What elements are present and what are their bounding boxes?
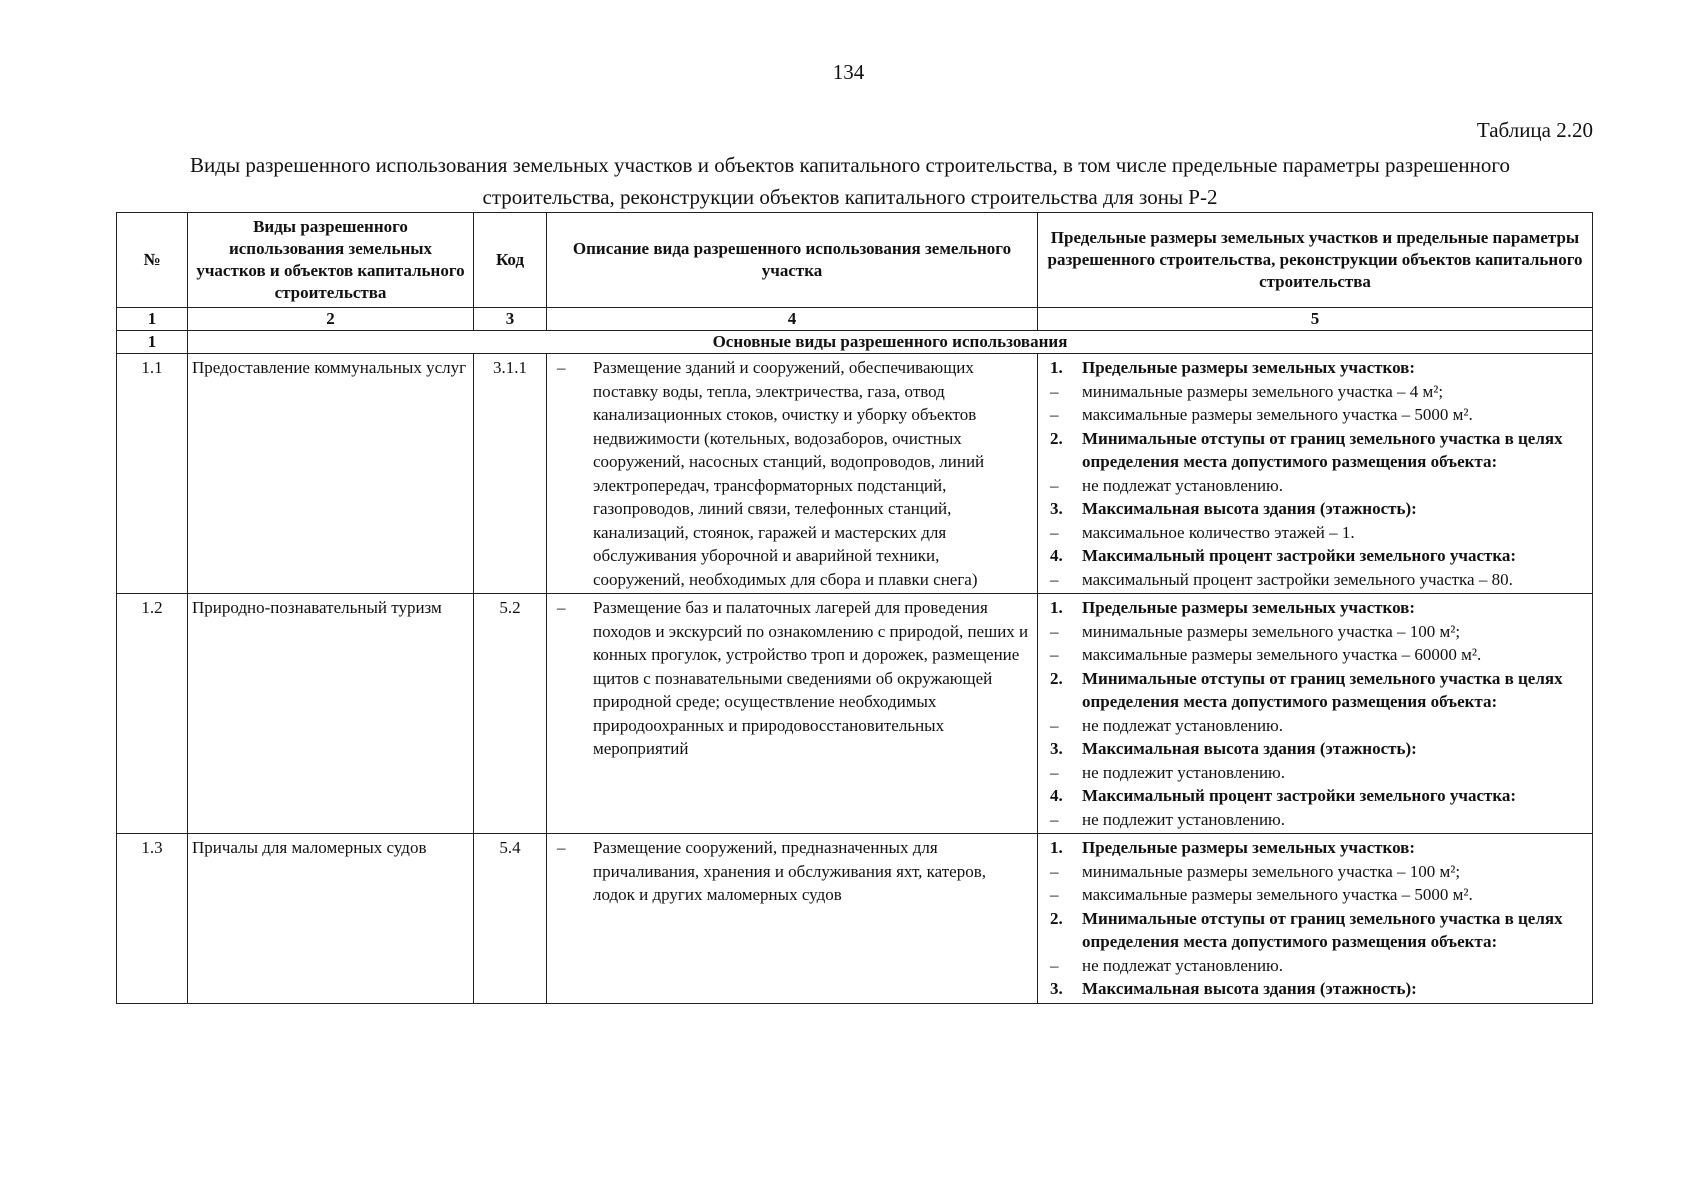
land-use-description — [547, 834, 1038, 1004]
parameter-text: минимальные размеры земельного участка – 100 м²; — [1082, 621, 1461, 641]
parameter-marker: – — [1050, 522, 1059, 542]
land-use-code: 5.4 — [474, 834, 547, 1004]
header-num: № — [117, 213, 188, 308]
parameter-heading — [1042, 784, 1588, 808]
land-use-code: 5.2 — [474, 594, 547, 834]
column-number: 2 — [188, 308, 474, 331]
parameter-heading — [1042, 544, 1588, 568]
parameter-text: Предельные размеры земельных участков: — [1082, 598, 1416, 617]
header-code: Код — [474, 213, 547, 308]
column-number: 3 — [474, 308, 547, 331]
parameter-text: максимальные размеры земельного участка – 60000 м². — [1082, 645, 1482, 664]
parameter-marker: 2. — [1050, 428, 1063, 448]
parameter-item — [1042, 568, 1588, 592]
section-row — [117, 331, 1593, 354]
land-use-description — [547, 594, 1038, 834]
column-number-row — [117, 308, 1593, 331]
page-number: 134 — [832, 60, 865, 84]
land-use-table — [116, 212, 1593, 1004]
header-params: Предельные размеры земельных участков и предельные параметры разрешенного строительства, реконструкции объектов капитального строительства — [1038, 213, 1593, 308]
section-number: 1 — [117, 331, 188, 354]
parameter-text: не подлежат установлению. — [1082, 955, 1284, 975]
parameter-text: максимальные размеры земельного участка – 5000 м². — [1082, 405, 1473, 424]
parameter-item — [1042, 403, 1588, 427]
parameter-text: Максимальная высота здания (этажность): — [1082, 979, 1417, 998]
header-name: Виды разрешенного использования земельных участков и объектов капитального строительства — [188, 213, 474, 308]
parameter-text: Минимальные отступы от границ земельного участка в целях определения места допустимого размещения объекта: — [1082, 428, 1563, 471]
list-dash: – — [557, 598, 566, 617]
land-use-code: 3.1.1 — [474, 354, 547, 594]
parameter-text: не подлежат установлению. — [1082, 715, 1284, 735]
parameter-text: Предельные размеры земельных участков: — [1082, 358, 1416, 377]
parameter-text: максимальное количество этажей – 1. — [1082, 522, 1355, 542]
parameter-marker: – — [1050, 475, 1059, 495]
parameter-heading — [1042, 667, 1588, 714]
parameter-marker: – — [1050, 405, 1059, 424]
parameter-item — [1042, 883, 1588, 907]
column-number: 5 — [1038, 308, 1593, 331]
parameter-text: Минимальные отступы от границ земельного участка в целях определения места допустимого размещения объекта: — [1082, 908, 1563, 951]
parameter-text: минимальные размеры земельного участка – 4 м²; — [1082, 381, 1444, 401]
parameter-item — [1042, 521, 1588, 545]
parameter-text: Максимальная высота здания (этажность): — [1082, 499, 1417, 518]
land-use-type: Причалы для маломерных судов — [188, 834, 474, 1004]
parameter-text: Предельные размеры земельных участков: — [1082, 838, 1416, 857]
section-title: Основные виды разрешенного использования — [188, 331, 1593, 354]
parameter-marker: – — [1050, 381, 1059, 401]
row-number: 1.3 — [117, 834, 188, 1004]
parameter-text: не подлежит установлению. — [1082, 762, 1286, 782]
parameter-text: не подлежат установлению. — [1082, 475, 1284, 495]
parameter-marker: 3. — [1050, 979, 1063, 998]
parameter-marker: – — [1050, 621, 1059, 641]
description-text: Размещение сооружений, предназначенных для причаливания, хранения и обслуживания яхт, катеров, лодок и других маломерных судов — [593, 838, 987, 904]
list-dash: – — [557, 838, 566, 857]
description-text: Размещение зданий и сооружений, обеспечивающих поставку воды, тепла, электричества, газа, отвод канализационных стоков, очистку и уборку объектов недвижимости (котельных, водозаборов, очистных сооружений, насосных станций, водопроводов, линий электропередач, трансформаторных подстанций, газопроводов, линий связи, телефонных станций, канализаций, стоянок, гаражей и мастерских для обслуживания уборочной и аварийной техники, сооружений, необходимых для сбора и плавки снега) — [593, 358, 985, 589]
parameter-text: не подлежит установлению. — [1082, 809, 1286, 829]
parameter-marker: 2. — [1050, 908, 1063, 928]
parameter-marker: – — [1050, 645, 1059, 664]
parameter-item — [1042, 380, 1588, 404]
parameter-marker: – — [1050, 715, 1059, 735]
parameter-text: Максимальная высота здания (этажность): — [1082, 739, 1417, 758]
land-use-type: Предоставление коммунальных услуг — [188, 354, 474, 594]
parameter-marker: – — [1050, 885, 1059, 904]
land-use-parameters — [1038, 594, 1593, 834]
parameter-item — [1042, 761, 1588, 785]
parameter-item — [1042, 808, 1588, 832]
header-desc: Описание вида разрешенного использования земельного участка — [547, 213, 1038, 308]
land-use-parameters — [1038, 834, 1593, 1004]
parameter-marker: 2. — [1050, 668, 1063, 688]
parameter-heading — [1042, 737, 1588, 761]
parameter-item — [1042, 860, 1588, 884]
parameter-text: максимальный процент застройки земельного участка – 80. — [1082, 569, 1513, 589]
parameter-marker: 1. — [1050, 598, 1063, 617]
parameter-text: максимальные размеры земельного участка – 5000 м². — [1082, 885, 1473, 904]
table-row — [117, 594, 1593, 834]
parameter-marker: 4. — [1050, 546, 1063, 565]
parameter-marker: 1. — [1050, 838, 1063, 857]
land-use-description — [547, 354, 1038, 594]
parameter-text: Минимальные отступы от границ земельного участка в целях определения места допустимого размещения объекта: — [1082, 668, 1563, 711]
land-use-type: Природно-познавательный туризм — [188, 594, 474, 834]
parameter-heading — [1042, 497, 1588, 521]
table-row — [117, 834, 1593, 1004]
parameter-heading — [1042, 427, 1588, 474]
row-number: 1.1 — [117, 354, 188, 594]
table-title: Виды разрешенного использования земельных участков и объектов капитального строительства, в том числе предельные параметры разрешенного строительства, реконструкции объектов капитального строительства для зоны Р-2 — [190, 153, 1510, 209]
parameter-text: Максимальный процент застройки земельного участка: — [1082, 546, 1517, 565]
row-number: 1.2 — [117, 594, 188, 834]
table-row — [117, 354, 1593, 594]
parameter-marker: 1. — [1050, 358, 1063, 377]
column-number: 4 — [547, 308, 1038, 331]
parameter-heading — [1042, 596, 1588, 620]
list-dash: – — [557, 358, 566, 377]
parameter-marker: – — [1050, 955, 1059, 975]
land-use-parameters — [1038, 354, 1593, 594]
table-number: Таблица 2.20 — [1476, 118, 1593, 142]
parameter-marker: – — [1050, 861, 1059, 881]
parameter-text: минимальные размеры земельного участка – 100 м²; — [1082, 861, 1461, 881]
parameter-marker: – — [1050, 762, 1059, 782]
parameter-item — [1042, 954, 1588, 978]
parameter-marker: 3. — [1050, 739, 1063, 758]
parameter-item — [1042, 474, 1588, 498]
parameter-heading — [1042, 907, 1588, 954]
parameter-item — [1042, 714, 1588, 738]
parameter-heading — [1042, 977, 1588, 1001]
header-row — [117, 213, 1593, 308]
column-number: 1 — [117, 308, 188, 331]
parameter-marker: 4. — [1050, 786, 1063, 805]
description-text: Размещение баз и палаточных лагерей для проведения походов и экскурсий по ознакомлению с природой, пеших и конных прогулок, устройство троп и дорожек, размещение щитов с познавательными сведениями об окружающей природной среде; осуществление необходимых природоохранных и природовосстановительных мероприятий — [593, 598, 1029, 758]
parameter-heading — [1042, 356, 1588, 380]
parameter-item — [1042, 620, 1588, 644]
parameter-heading — [1042, 836, 1588, 860]
parameter-marker: 3. — [1050, 499, 1063, 518]
parameter-item — [1042, 643, 1588, 667]
parameter-marker: – — [1050, 569, 1059, 589]
parameter-text: Максимальный процент застройки земельного участка: — [1082, 786, 1517, 805]
parameter-marker: – — [1050, 809, 1059, 829]
